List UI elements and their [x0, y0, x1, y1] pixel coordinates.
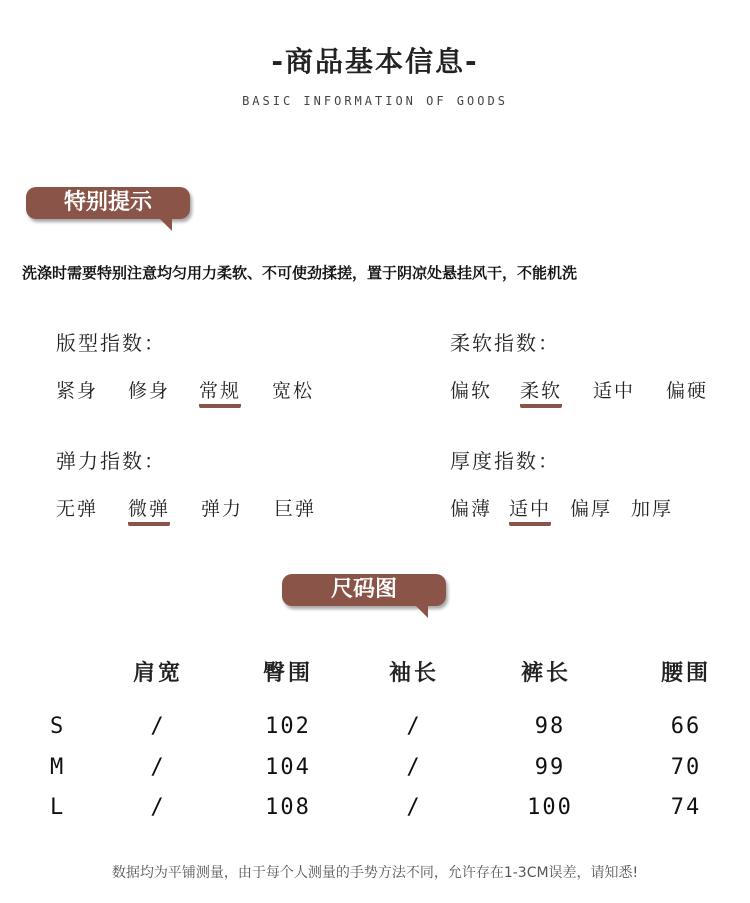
table-cell: 104: [265, 755, 311, 780]
table-cell: 102: [265, 714, 311, 739]
thickness-option-thick: 偏厚: [570, 498, 613, 520]
table-cell: 66: [670, 714, 702, 739]
column-header-waist: 腰围: [660, 661, 711, 686]
size-label-l: L: [50, 795, 64, 820]
softness-index-label: 柔软指数：: [450, 331, 560, 355]
stretch-option-super: 巨弹: [274, 498, 317, 520]
table-cell: /: [150, 714, 166, 739]
thickness-option-thin: 偏薄: [450, 498, 493, 520]
fit-option-loose: 宽松: [272, 380, 315, 402]
page-title: -商品基本信息-: [271, 45, 479, 78]
fit-option-regular-selected: 常规: [199, 376, 241, 408]
special-notice-tag: [26, 187, 190, 219]
column-header-sleeve: 袖长: [388, 661, 439, 686]
fit-option-tight: 紧身: [56, 380, 99, 402]
column-header-shoulder: 肩宽: [132, 661, 183, 686]
stretch-option-stretch: 弹力: [201, 498, 244, 520]
softness-option-hard: 偏硬: [666, 380, 709, 402]
table-cell: /: [150, 795, 166, 820]
page-subtitle: BASIC INFORMATION OF GOODS: [242, 94, 508, 108]
stretch-index-label: 弹力指数：: [56, 449, 166, 473]
fit-option-slim: 修身: [128, 380, 171, 402]
table-cell: 98: [534, 714, 566, 739]
stretch-option-slight-selected: 微弹: [128, 494, 170, 526]
size-chart-tag: [282, 574, 446, 606]
measurement-disclaimer: 数据均为平铺测量，由于每个人测量的手势方法不同，允许存在1-3CM误差，请知悉!: [111, 865, 639, 881]
softness-option-supple-selected: 柔软: [520, 376, 562, 408]
table-cell: 70: [670, 755, 702, 780]
softness-option-medium: 适中: [593, 380, 636, 402]
size-label-m: M: [50, 755, 64, 780]
column-header-hip: 臀围: [262, 661, 313, 686]
thickness-option-medium-selected: 适中: [509, 494, 551, 526]
table-cell: /: [150, 755, 166, 780]
table-cell: 99: [534, 755, 566, 780]
table-cell: /: [406, 714, 422, 739]
size-chart-tag-label: 尺码图: [330, 577, 397, 602]
table-cell: /: [406, 755, 422, 780]
table-cell: 108: [265, 795, 311, 820]
care-notice-text: 洗涤时需要特别注意均匀用力柔软、不可使劲揉搓，置于阴凉处悬挂风干，不能机洗: [22, 264, 578, 282]
table-cell: /: [406, 795, 422, 820]
tag-tail: [158, 217, 172, 231]
table-cell: 74: [670, 795, 702, 820]
table-cell: 100: [527, 795, 573, 820]
fit-index-label: 版型指数：: [56, 331, 166, 355]
column-header-length: 裤长: [520, 661, 571, 686]
special-notice-tag-label: 特别提示: [63, 190, 152, 215]
tag-tail: [414, 604, 428, 618]
size-label-s: S: [50, 714, 64, 739]
thickness-option-extra-thick: 加厚: [631, 498, 674, 520]
softness-option-soft: 偏软: [450, 380, 493, 402]
thickness-index-label: 厚度指数：: [450, 449, 560, 473]
stretch-option-none: 无弹: [56, 498, 99, 520]
